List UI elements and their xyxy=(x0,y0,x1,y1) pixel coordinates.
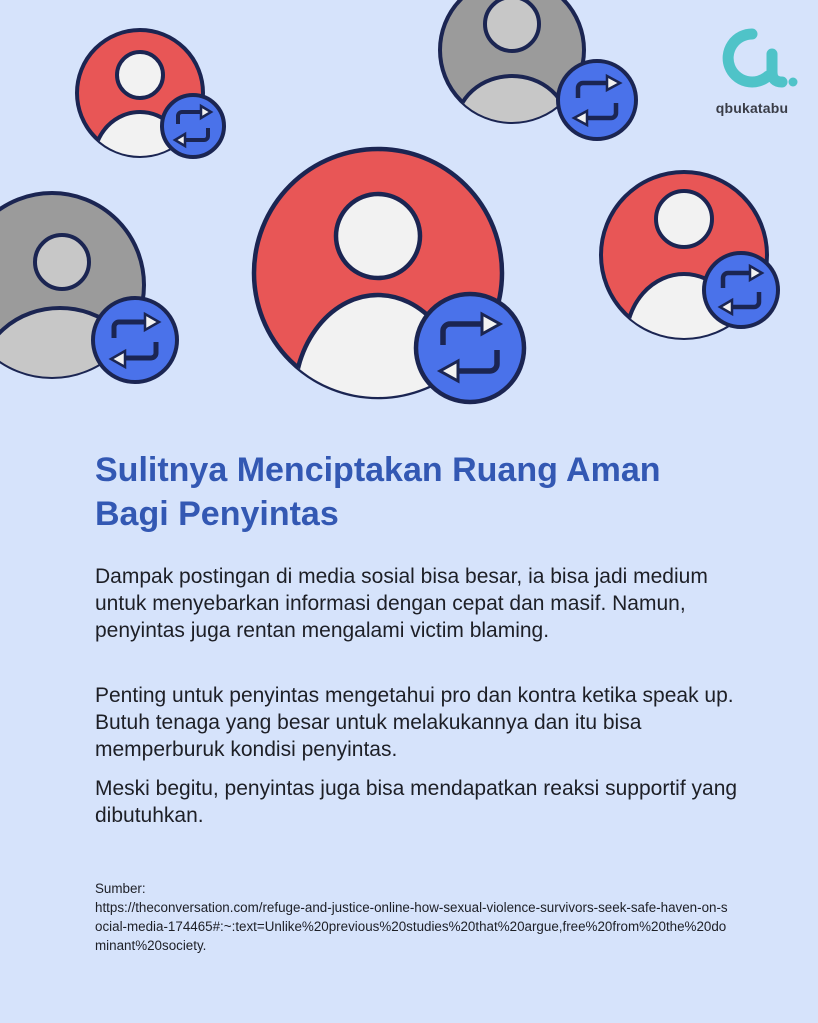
brand-name: qbukatabu xyxy=(715,100,789,116)
user-share-icon xyxy=(558,61,636,139)
avatar-red-small xyxy=(77,30,224,208)
avatar-red-large xyxy=(254,149,524,420)
paragraph-2: Penting untuk penyintas mengetahui pro dan kontra ketika speak up. Butuh tenaga yang besar untuk melakukannya dan itu bisa memperburuk kondisi penyintas. xyxy=(95,684,734,761)
source-citation xyxy=(95,879,735,955)
paragraph-1: Dampak postingan di media sosial bisa besar, ia bisa jadi medium untuk menyebarkan informasi dengan cepat dan masif. Namun, penyintas juga rentan mengalami victim blaming. xyxy=(95,565,708,642)
user-share-icon xyxy=(162,95,224,157)
user-share-icon xyxy=(93,298,177,382)
avatar-red-right xyxy=(601,172,778,406)
title-line-2: Bagi Penyintas xyxy=(95,495,339,533)
user-share-icon xyxy=(416,294,524,402)
avatar-gray-left xyxy=(0,193,177,420)
paragraph-3: Meski begitu, penyintas juga bisa mendapatkan reaksi supportif yang dibutuhkan. xyxy=(95,777,738,827)
user-share-icon xyxy=(704,253,778,327)
qbukatabu-logo-icon xyxy=(702,24,802,94)
source-label: Sumber: xyxy=(95,881,146,896)
title-line-1: Sulitnya Menciptakan Ruang Aman xyxy=(95,451,661,489)
article-title xyxy=(95,448,775,536)
avatar-gray-top xyxy=(440,0,636,176)
illustration-avatars xyxy=(0,0,818,420)
source-url: https://theconversation.com/refuge-and-justice-online-how-sexual-violence-survivors-seek-safe-haven-on-social-media-174465#:~:text=Unlike%20previous%20studies%20that%20argue,free%20from%20the%20dominant%20society. xyxy=(95,900,728,953)
